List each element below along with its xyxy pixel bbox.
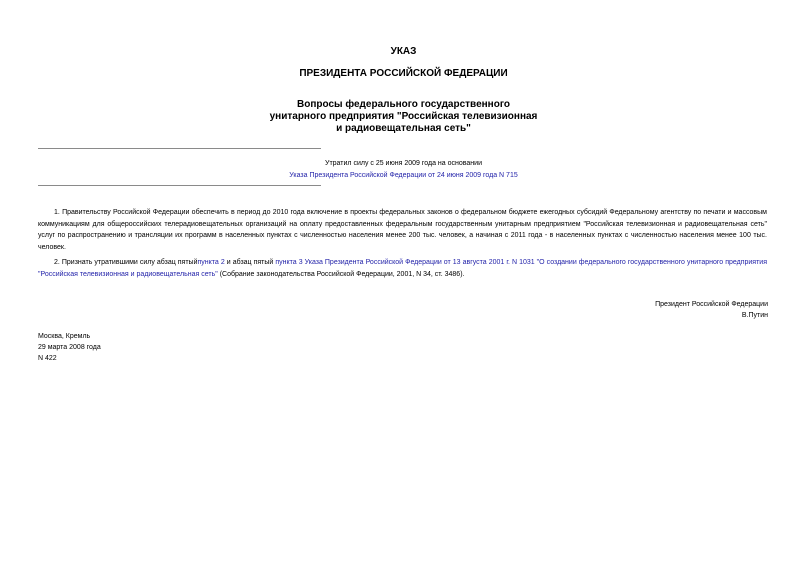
paragraph-2 <box>38 257 767 280</box>
issue-details <box>38 331 101 364</box>
signature-block <box>655 299 768 321</box>
issue-place: Москва, Кремль <box>38 333 91 340</box>
signer-position: Президент Российской Федерации <box>655 301 768 308</box>
issue-number: N 422 <box>38 355 57 362</box>
clause-3-decree-link[interactable]: пункта 3 Указа Президента Российской Федерации от 13 августа 2001 г. N 1031 "О создании федерального государственного унитарного предприятия "Российская телевизионная и радиовещательная сеть" <box>38 259 768 278</box>
repeal-note <box>0 158 807 182</box>
divider-top <box>38 148 321 149</box>
document-issuer: ПРЕЗИДЕНТА РОССИЙСКОЙ ФЕДЕРАЦИИ <box>299 68 508 79</box>
repeal-text: Утратил силу с 25 июня 2009 года на основании <box>325 160 482 167</box>
document-name-line: унитарного предприятия "Российская телевизионная <box>269 111 538 122</box>
paragraph-2-text: 2. Признать утратившими силу абзац пятый <box>54 259 198 266</box>
document-name-line: Вопросы федерального государственного <box>297 99 510 110</box>
divider-bottom <box>38 185 321 186</box>
clause-2-link[interactable]: пункта 2 <box>197 259 225 266</box>
repeal-decree-link[interactable]: Указа Президента Российской Федерации от 24 июня 2009 года N 715 <box>289 172 518 179</box>
document-name-line: и радиовещательная сеть" <box>336 123 471 134</box>
paragraph-2-text: (Собрание законодательства Российской Федерации, 2001, N 34, ст. 3486). <box>217 270 465 278</box>
document-title: УКАЗ <box>390 46 417 57</box>
signer-name: В.Путин <box>741 312 768 319</box>
paragraph-2-text: и абзац пятый <box>224 259 276 266</box>
paragraph-1: 1. Правительству Российской Федерации обеспечить в период до 2010 года включение в проекты федеральных законов о федеральном бюджете ежегодных субсидий Федеральному агентству по печати и массовым коммуникациям для общероссийских телерадиовещательных организаций на оплату предоставленных федеральным государственным унитарным предприятием "Российская телевизионная и радиовещательная сеть" услуг по распространению и трансляции их программ в населенных пунктах с численностью населения менее 200 тыс. человек, а начиная с 2011 года - в населенных пунктах с численностью населения менее 100 тыс. человек. <box>38 209 767 251</box>
document-name <box>0 99 807 135</box>
issue-date: 29 марта 2008 года <box>38 344 101 351</box>
